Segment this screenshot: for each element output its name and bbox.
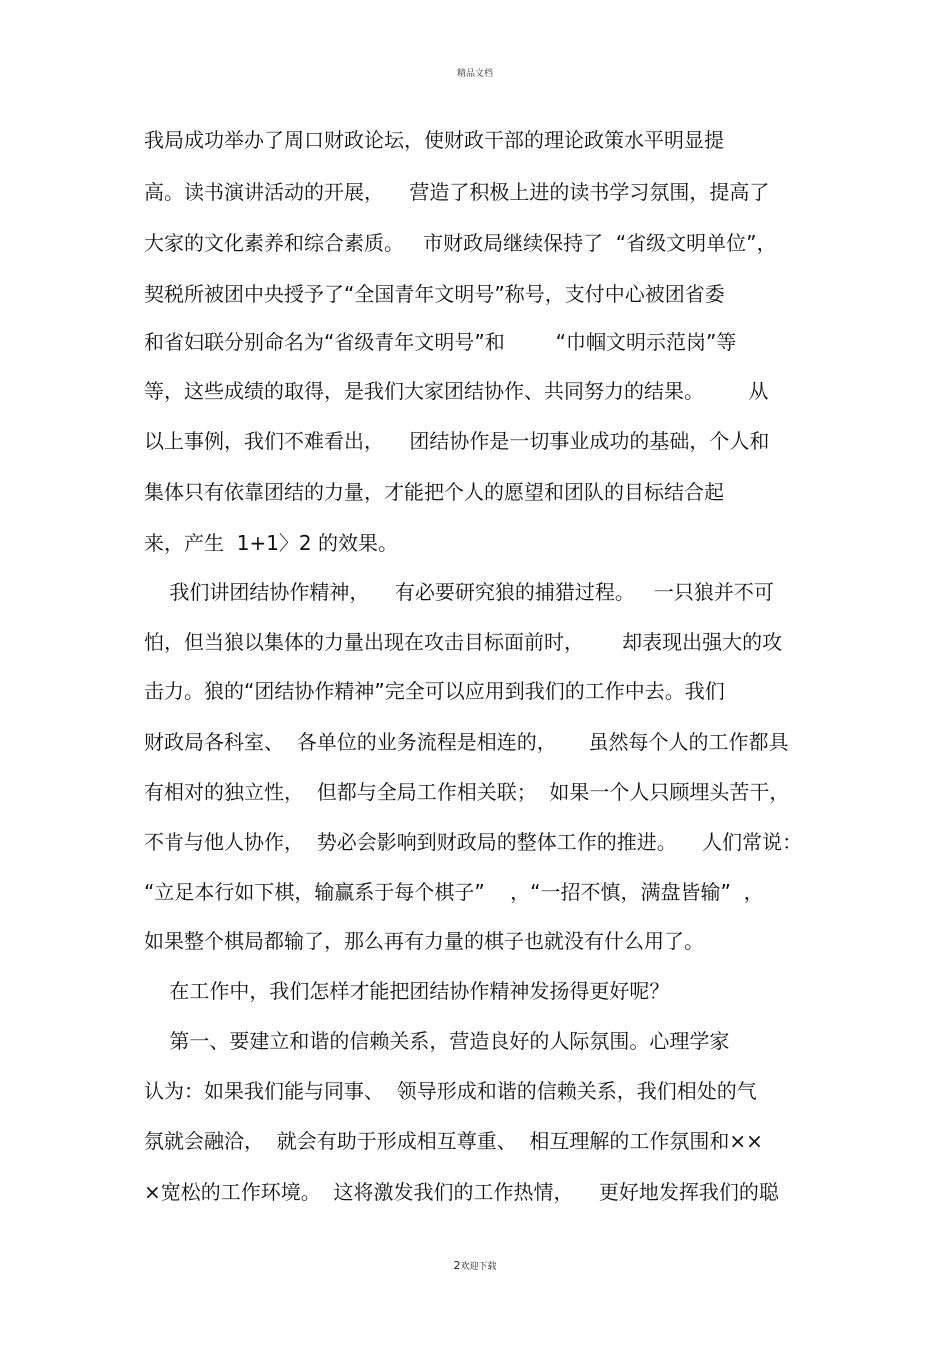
text-line: 击力。狼的“团结协作精神”完全可以应用到我们的工作中去。我们 (144, 679, 725, 703)
text-line: 来，产生 1+1〉2 的效果。 (144, 531, 399, 555)
text-line: 以上事例，我们不难看出， 团结协作是一切事业成功的基础，个人和 (144, 429, 770, 453)
text-line: 怕，但当狼以集体的力量出现在攻击目标面前时， 却表现出强大的攻 (144, 630, 783, 654)
text-line: 等，这些成绩的取得，是我们大家团结协作、共同努力的结果。 从 (144, 379, 769, 403)
text-line: 如果整个棋局都输了，那么再有力量的棋子也就没有什么用了。 (144, 929, 704, 953)
text-line: 大家的文化素养和综合素质。 市财政局继续保持了 “省级文明单位”， (144, 231, 777, 255)
text-line: 不肯与他人协作， 势必会影响到财政局的整体工作的推进。 人们常说： (144, 830, 803, 854)
text-line: 财政局各科室、 各单位的业务流程是相连的， 虽然每个人的工作都具 (144, 730, 789, 754)
text-line: 认为：如果我们能与同事、 领导形成和谐的信赖关系，我们相处的气 (144, 1079, 757, 1103)
page-header: 精品文档 (456, 69, 493, 79)
footer-label: 欢迎下载 (460, 1262, 497, 1272)
text-line: 在工作中，我们怎样才能把团结协作精神发扬得更好呢？ (144, 979, 670, 1003)
text-line: 高。读书演讲活动的开展， 营造了积极上进的读书学习氛围，提高了 (144, 180, 770, 204)
page-number: 2 (453, 1259, 461, 1272)
text-line: 第一、要建立和谐的信赖关系，营造良好的人际氛围。心理学家 (144, 1029, 730, 1053)
text-line: ×宽松的工作环境。 这将激发我们的工作热情， 更好地发挥我们的聪 (144, 1180, 779, 1204)
text-line: 氛就会融洽， 就会有助于形成相互尊重、 相互理解的工作氛围和×× (144, 1129, 763, 1153)
text-line: 有相对的独立性， 但都与全局工作相关联； 如果一个人只顾埋头苦干， (144, 780, 790, 804)
text-line: 契税所被团中央授予了“全国青年文明号”称号，支付中心被团省委 (144, 282, 725, 306)
text-line: 集体只有依靠团结的力量，才能把个人的愿望和团队的目标结合起 (144, 480, 724, 504)
text-line: “立足本行如下棋，输赢系于每个棋子” ，“一招不慎，满盘皆输” ， (144, 880, 764, 904)
text-line: 和省妇联分别命名为“省级青年文明号”和 “巾帼文明示范岗”等 (144, 330, 737, 354)
text-line: 我们讲团结协作精神， 有必要研究狼的捕猎过程。 一只狼并不可 (144, 580, 774, 604)
text-line: 我局成功举办了周口财政论坛，使财政干部的理论政策水平明显提 (144, 128, 724, 152)
page-footer (0, 1259, 950, 1272)
